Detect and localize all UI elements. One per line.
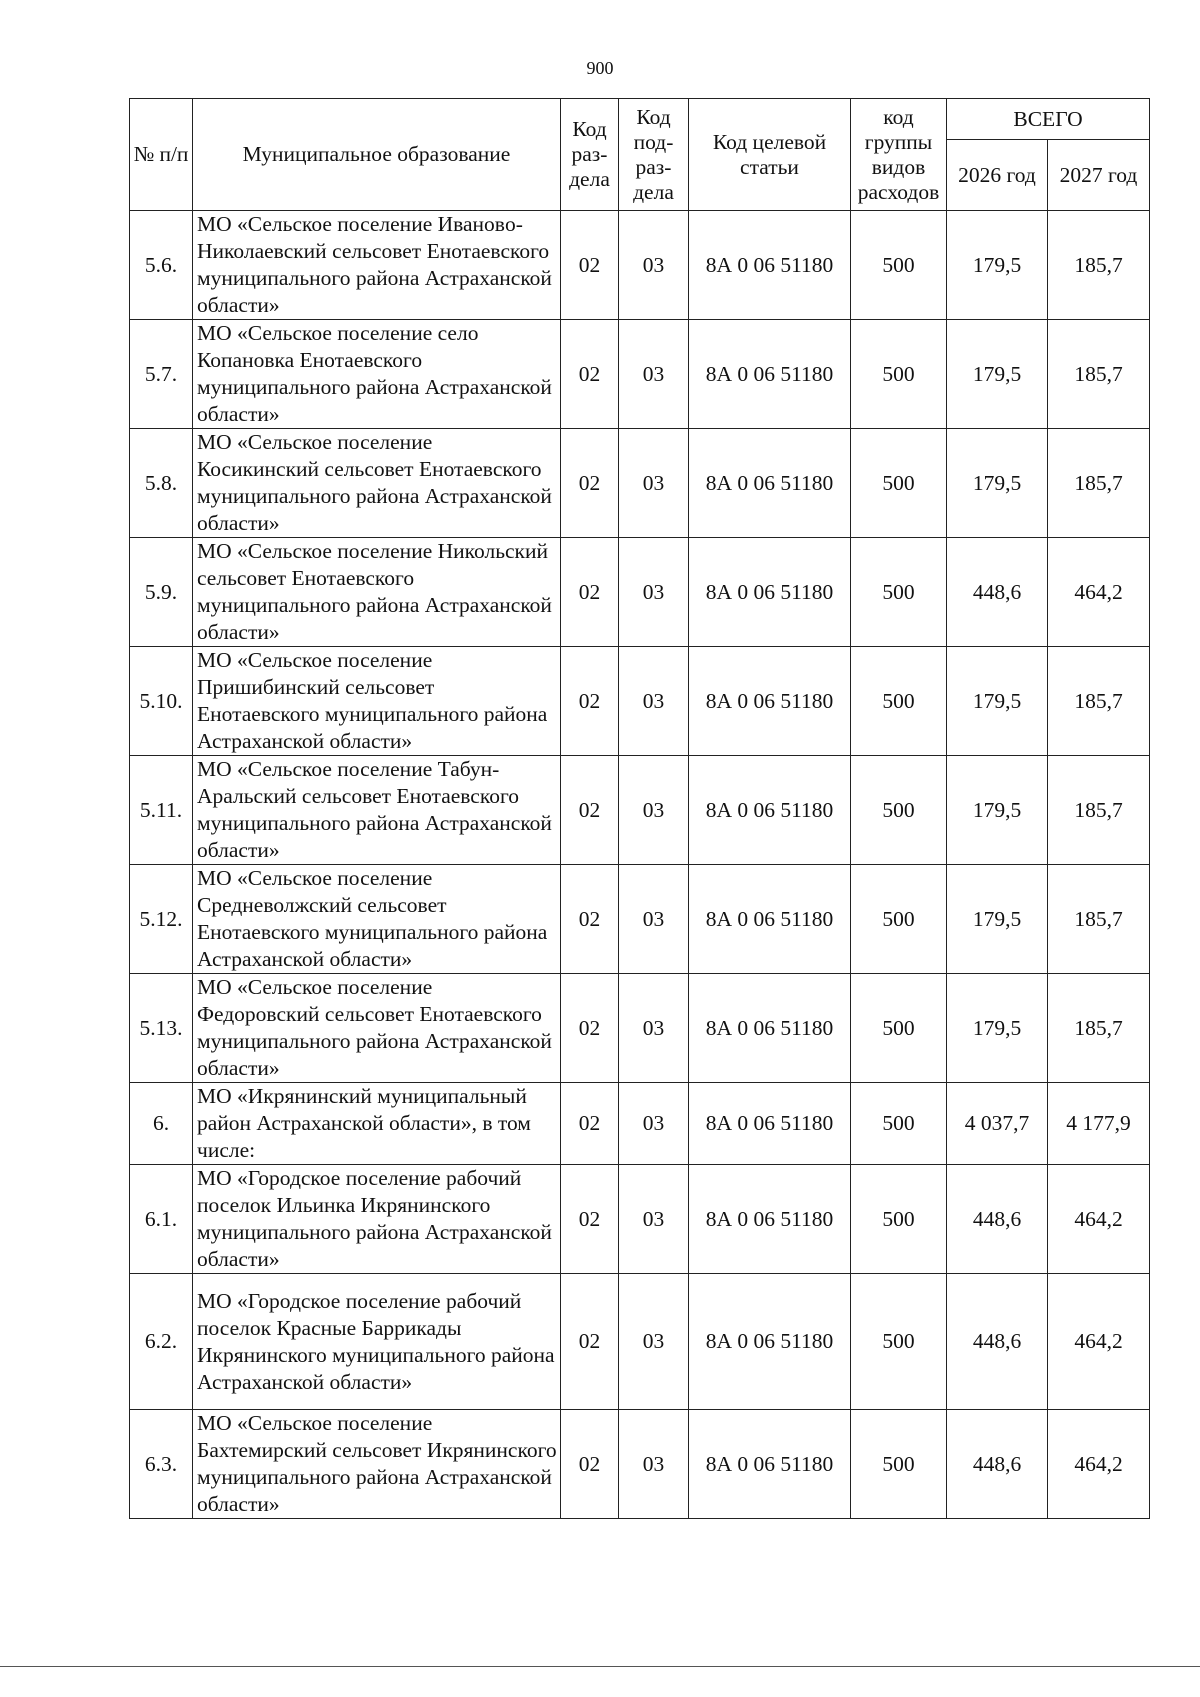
expense-group-code: 500 <box>851 1165 947 1274</box>
target-code: 8А 0 06 51180 <box>689 647 851 756</box>
target-code: 8А 0 06 51180 <box>689 211 851 320</box>
amount-2026: 179,5 <box>947 320 1048 429</box>
table-row <box>130 1165 1150 1274</box>
table-row <box>130 1410 1150 1519</box>
municipality-name: МО «Городское поселение рабочий поселок Ильинка Икрянинского муниципального района Астраханской области» <box>193 1165 561 1274</box>
target-code: 8А 0 06 51180 <box>689 1165 851 1274</box>
subsection-code: 03 <box>619 865 689 974</box>
subsection-code: 03 <box>619 429 689 538</box>
amount-2027: 185,7 <box>1048 756 1150 865</box>
subsection-code: 03 <box>619 538 689 647</box>
municipality-name: МО «Сельское поселение село Копановка Енотаевского муниципального района Астраханской области» <box>193 320 561 429</box>
page-number: 900 <box>586 58 614 78</box>
expense-group-code: 500 <box>851 974 947 1083</box>
budget-table <box>129 98 1150 1519</box>
table-row <box>130 320 1150 429</box>
target-code: 8А 0 06 51180 <box>689 1410 851 1519</box>
row-number: 6. <box>130 1083 193 1165</box>
amount-2027: 185,7 <box>1048 647 1150 756</box>
target-code: 8А 0 06 51180 <box>689 320 851 429</box>
section-code: 02 <box>561 429 619 538</box>
target-code: 8А 0 06 51180 <box>689 974 851 1083</box>
amount-2026: 179,5 <box>947 974 1048 1083</box>
amount-2026: 448,6 <box>947 1274 1048 1410</box>
amount-2027: 464,2 <box>1048 538 1150 647</box>
header-row-top <box>130 99 1150 140</box>
municipality-name: МО «Сельское поселение Ивановo-Николаевский сельсовет Енотаевского муниципального района Астраханской области» <box>193 211 561 320</box>
subsection-code: 03 <box>619 756 689 865</box>
row-number: 5.13. <box>130 974 193 1083</box>
amount-2026: 179,5 <box>947 211 1048 320</box>
section-code: 02 <box>561 1083 619 1165</box>
table-row <box>130 429 1150 538</box>
amount-2026: 179,5 <box>947 429 1048 538</box>
municipality-name: МО «Сельское поселение Средневолжский сельсовет Енотаевского муниципального района Астраханской области» <box>193 865 561 974</box>
amount-2027: 464,2 <box>1048 1274 1150 1410</box>
header-municipality: Муниципальное образование <box>193 99 561 211</box>
amount-2027: 185,7 <box>1048 865 1150 974</box>
expense-group-code: 500 <box>851 429 947 538</box>
header-target-code: Код целевой статьи <box>689 99 851 211</box>
table-row <box>130 865 1150 974</box>
row-number: 6.1. <box>130 1165 193 1274</box>
section-code: 02 <box>561 865 619 974</box>
amount-2026: 448,6 <box>947 1165 1048 1274</box>
expense-group-code: 500 <box>851 865 947 974</box>
section-code: 02 <box>561 1410 619 1519</box>
expense-group-code: 500 <box>851 1410 947 1519</box>
amount-2026: 179,5 <box>947 865 1048 974</box>
row-number: 5.10. <box>130 647 193 756</box>
subsection-code: 03 <box>619 320 689 429</box>
amount-2027: 464,2 <box>1048 1165 1150 1274</box>
header-subsection-code: Код под- раз- дела <box>619 99 689 211</box>
row-number: 5.7. <box>130 320 193 429</box>
header-num: № п/п <box>130 99 193 211</box>
amount-2027: 4 177,9 <box>1048 1083 1150 1165</box>
section-code: 02 <box>561 1274 619 1410</box>
expense-group-code: 500 <box>851 320 947 429</box>
target-code: 8А 0 06 51180 <box>689 538 851 647</box>
header-section-code: Код раз- дела <box>561 99 619 211</box>
row-number: 5.6. <box>130 211 193 320</box>
target-code: 8А 0 06 51180 <box>689 756 851 865</box>
section-code: 02 <box>561 538 619 647</box>
municipality-name: МО «Сельское поселение Табун-Аральский сельсовет Енотаевского муниципального района Астраханской области» <box>193 756 561 865</box>
expense-group-code: 500 <box>851 538 947 647</box>
table-body <box>130 211 1150 1519</box>
target-code: 8А 0 06 51180 <box>689 1083 851 1165</box>
section-code: 02 <box>561 211 619 320</box>
table-row <box>130 974 1150 1083</box>
row-number: 6.2. <box>130 1274 193 1410</box>
subsection-code: 03 <box>619 974 689 1083</box>
table-row <box>130 647 1150 756</box>
subsection-code: 03 <box>619 1083 689 1165</box>
municipality-name: МО «Сельское поселение Бахтемирский сельсовет Икрянинского муниципального района Астраханской области» <box>193 1410 561 1519</box>
row-number: 5.9. <box>130 538 193 647</box>
amount-2026: 448,6 <box>947 538 1048 647</box>
subsection-code: 03 <box>619 647 689 756</box>
expense-group-code: 500 <box>851 1274 947 1410</box>
header-year-2027: 2027 год <box>1048 140 1150 211</box>
municipality-name: МО «Икрянинский муниципальный район Астраханской области», в том числе: <box>193 1083 561 1165</box>
row-number: 5.8. <box>130 429 193 538</box>
subsection-code: 03 <box>619 211 689 320</box>
amount-2027: 464,2 <box>1048 1410 1150 1519</box>
target-code: 8А 0 06 51180 <box>689 865 851 974</box>
section-code: 02 <box>561 756 619 865</box>
amount-2026: 179,5 <box>947 756 1048 865</box>
expense-group-code: 500 <box>851 647 947 756</box>
expense-group-code: 500 <box>851 211 947 320</box>
row-number: 5.12. <box>130 865 193 974</box>
table-row <box>130 756 1150 865</box>
header-expense-group-code: код группы видов расходов <box>851 99 947 211</box>
row-number: 5.11. <box>130 756 193 865</box>
expense-group-code: 500 <box>851 756 947 865</box>
section-code: 02 <box>561 1165 619 1274</box>
subsection-code: 03 <box>619 1410 689 1519</box>
municipality-name: МО «Сельское поселение Косикинский сельсовет Енотаевского муниципального района Астраханской области» <box>193 429 561 538</box>
municipality-name: МО «Городское поселение рабочий поселок Красные Баррикады Икрянинского муниципального района Астраханской области» <box>193 1274 561 1410</box>
target-code: 8А 0 06 51180 <box>689 1274 851 1410</box>
amount-2027: 185,7 <box>1048 974 1150 1083</box>
section-code: 02 <box>561 647 619 756</box>
amount-2026: 4 037,7 <box>947 1083 1048 1165</box>
expense-group-code: 500 <box>851 1083 947 1165</box>
amount-2027: 185,7 <box>1048 211 1150 320</box>
subsection-code: 03 <box>619 1165 689 1274</box>
section-code: 02 <box>561 320 619 429</box>
header-total: ВСЕГО <box>947 99 1150 140</box>
target-code: 8А 0 06 51180 <box>689 429 851 538</box>
amount-2026: 179,5 <box>947 647 1048 756</box>
municipality-name: МО «Сельское поселение Никольский сельсовет Енотаевского муниципального района Астраханской области» <box>193 538 561 647</box>
amount-2027: 185,7 <box>1048 320 1150 429</box>
subsection-code: 03 <box>619 1274 689 1410</box>
table-row <box>130 211 1150 320</box>
row-number: 6.3. <box>130 1410 193 1519</box>
section-code: 02 <box>561 974 619 1083</box>
municipality-name: МО «Сельское поселение Пришибинский сельсовет Енотаевского муниципального района Астраханской области» <box>193 647 561 756</box>
amount-2026: 448,6 <box>947 1410 1048 1519</box>
table-row <box>130 1083 1150 1165</box>
page-bottom-rule <box>0 1666 1200 1667</box>
table-row <box>130 1274 1150 1410</box>
amount-2027: 185,7 <box>1048 429 1150 538</box>
header-year-2026: 2026 год <box>947 140 1048 211</box>
table-row <box>130 538 1150 647</box>
municipality-name: МО «Сельское поселение Федоровский сельсовет Енотаевского муниципального района Астраханской области» <box>193 974 561 1083</box>
